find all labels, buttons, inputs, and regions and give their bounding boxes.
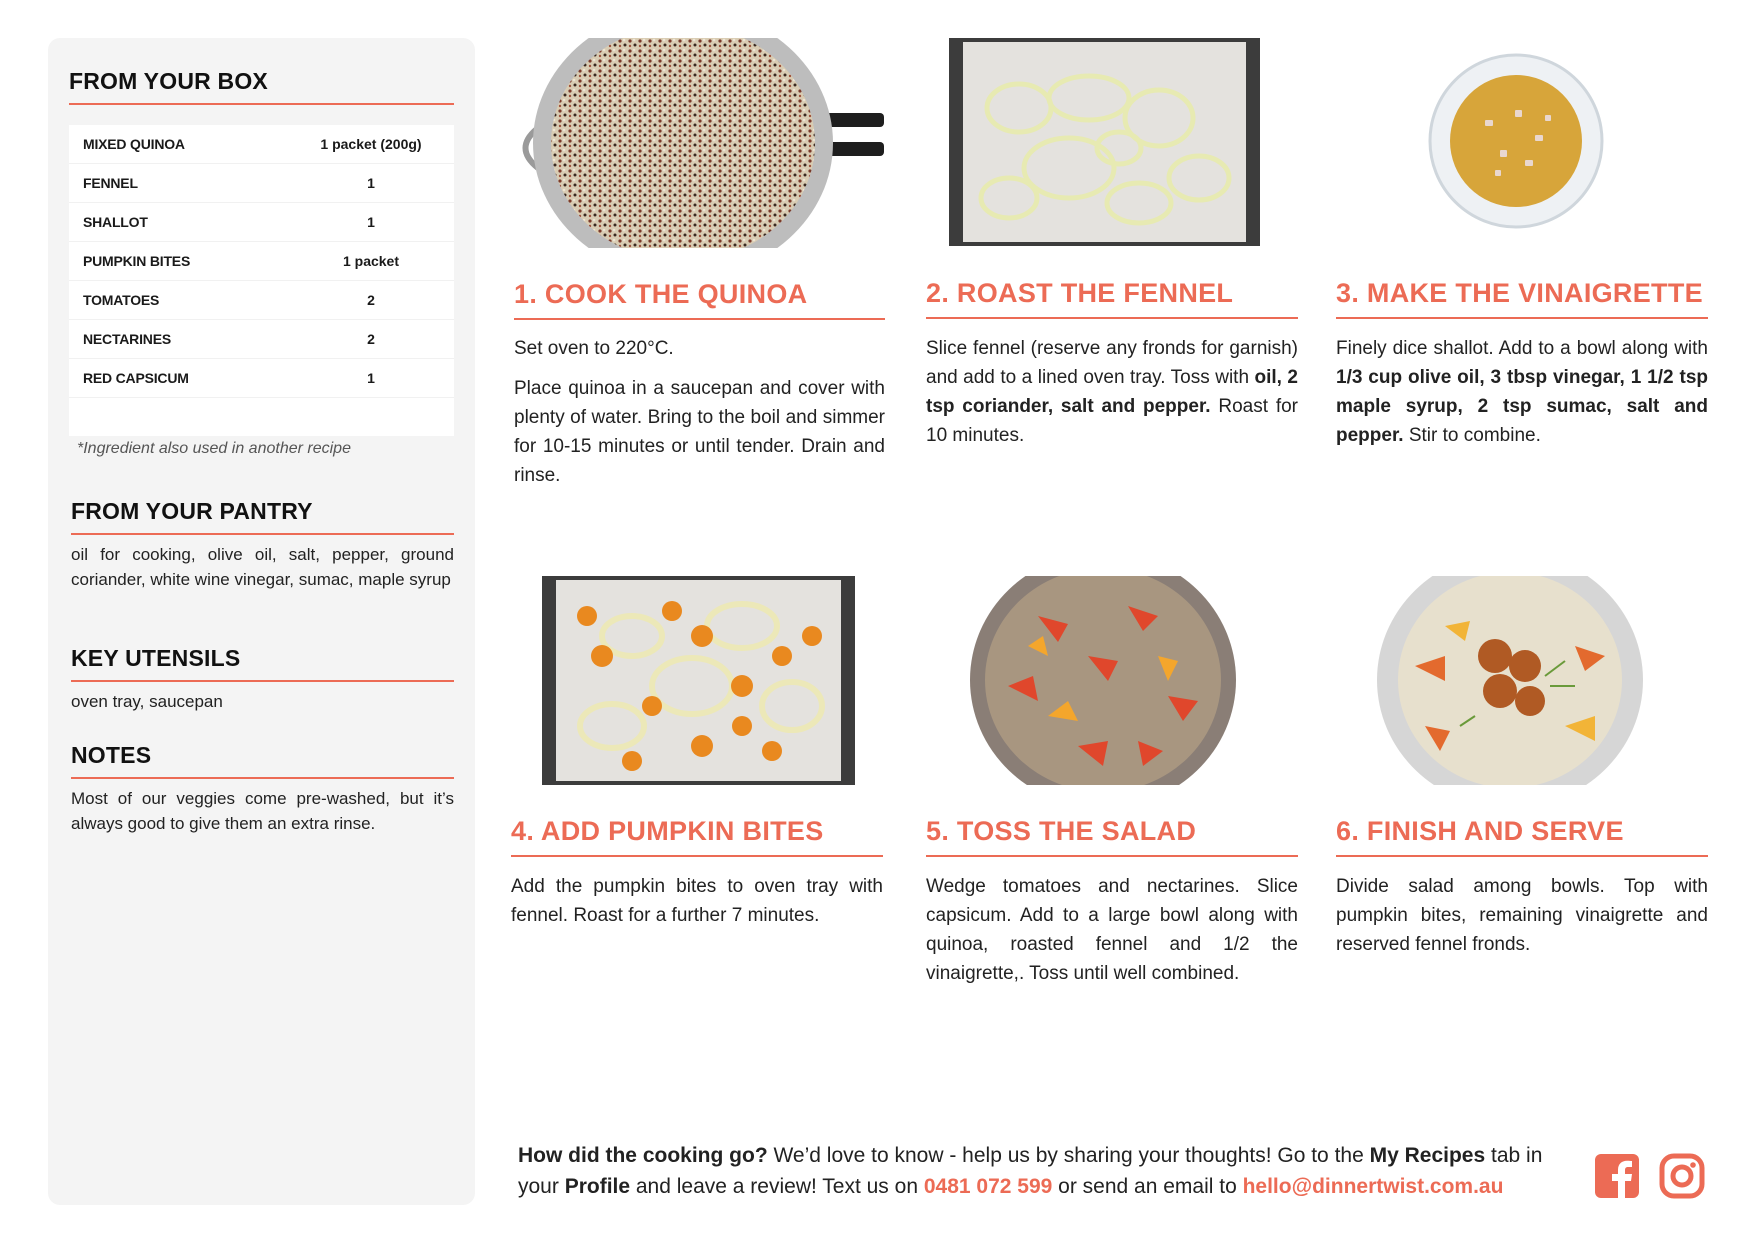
ingredient-footnote: *Ingredient also used in another recipe [77,440,351,457]
table-row-empty [69,398,454,436]
ingredients-table [69,125,454,436]
step-4-text: Add the pumpkin bites to oven tray with fennel. Roast for a further 7 minutes. [511,876,883,926]
pumpkin-bites-tray-photo [542,576,855,785]
facebook-icon[interactable] [1594,1153,1640,1199]
step-1-text-1: Set oven to 220°C. [514,338,674,359]
ingredient-name: RED CAPSICUM [83,370,189,386]
email-link[interactable]: hello@dinnertwist.com.au [1242,1175,1504,1198]
step-2-bold: oil, 2 tsp coriander, salt and pepper. [926,367,1298,417]
step-3-body [1336,334,1708,461]
footer-text-1: We’d love to know - help us by sharing your thoughts! Go to the [767,1144,1370,1167]
from-your-box-title: FROM YOUR BOX [69,68,454,105]
key-utensils-title: KEY UTENSILS [71,645,454,682]
ingredient-qty: 1 [367,214,375,230]
my-recipes-label: My Recipes [1369,1144,1486,1167]
step-2-text-1: Slice fennel (reserve any fronds for garnish) and add to a lined oven tray. Toss with [926,338,1298,388]
step-3-text-2: Stir to combine. [1403,425,1541,446]
step-2-body [926,334,1298,461]
vinaigrette-bowl-photo [1425,50,1607,232]
from-your-pantry-title: FROM YOUR PANTRY [71,498,454,535]
ingredient-name: NECTARINES [83,331,171,347]
salad-bowl-photo [968,576,1238,785]
footer-text-3: and leave a review! Text us on [630,1175,924,1198]
utensils-text: oven tray, saucepan [71,692,223,711]
ingredient-qty: 2 [367,292,375,308]
quinoa-saucepan-photo [518,38,885,248]
step-4-body [511,872,883,941]
step-3-text-1: Finely dice shallot. Add to a bowl along with [1336,338,1708,359]
table-row [69,320,454,359]
footer-text-4: or send an email to [1052,1175,1243,1198]
table-row [69,164,454,203]
step-6-text: Divide salad among bowls. Top with pumpkin bites, remaining vinaigrette and reserved fennel fronds. [1336,876,1708,955]
ingredient-qty: 1 packet (200g) [320,136,422,152]
ingredient-name: FENNEL [83,175,138,191]
notes-title: NOTES [71,742,454,779]
step-4-title: 4. ADD PUMPKIN BITES [511,816,883,857]
step-1-title: 1. COOK THE QUINOA [514,279,885,320]
step-2-title: 2. ROAST THE FENNEL [926,278,1298,319]
table-row [69,281,454,320]
step-6-body [1336,872,1708,970]
step-3-bold: 1/3 cup olive oil, 3 tbsp vinegar, 1 1/2 tsp maple syrup, 2 tsp sumac, salt and pepper. [1336,367,1708,446]
ingredient-name: TOMATOES [83,292,160,308]
footer-text-2: tab in your [518,1144,1543,1198]
feedback-footer [518,1140,1578,1202]
step-5-text: Wedge tomatoes and nectarines. Slice capsicum. Add to a large bowl along with quinoa, roasted fennel and 1/2 the vinaigrette,. Toss until well combined. [926,876,1298,984]
instagram-icon[interactable] [1659,1153,1705,1199]
table-row [69,242,454,281]
profile-label: Profile [564,1175,631,1198]
step-1-text-2: Place quinoa in a saucepan and cover with plenty of water. Bring to the boil and simmer for 10-15 minutes or until tender. Drain and rinse. [514,378,885,486]
table-row [69,359,454,398]
ingredient-name: PUMPKIN BITES [83,253,191,269]
ingredient-qty: 1 [367,370,375,386]
step-3-title: 3. MAKE THE VINAIGRETTE [1336,278,1708,319]
step-6-title: 6. FINISH AND SERVE [1336,816,1708,857]
ingredient-name: SHALLOT [83,214,148,230]
footer-question: How did the cooking go? [518,1144,768,1167]
ingredient-qty: 1 packet [342,253,400,269]
step-5-title: 5. TOSS THE SALAD [926,816,1298,857]
ingredient-qty: 1 [367,175,375,191]
ingredients-sidebar [48,38,475,1205]
fennel-tray-photo [949,38,1260,246]
step-1-body [514,334,885,501]
phone-link[interactable]: 0481 072 599 [923,1175,1053,1198]
table-row [69,125,454,164]
pantry-text: oil for cooking, olive oil, salt, pepper, ground coriander, white wine vinegar, sumac, maple syrup [71,545,454,589]
step-5-body [926,872,1298,999]
served-salad-photo [1375,576,1645,785]
ingredient-qty: 2 [367,331,375,347]
notes-text: Most of our veggies come pre-washed, but it’s always good to give them an extra rinse. [71,789,454,833]
table-row [69,203,454,242]
step-2-text-2: Roast for 10 minutes. [926,396,1298,446]
ingredient-name: MIXED QUINOA [83,136,185,152]
